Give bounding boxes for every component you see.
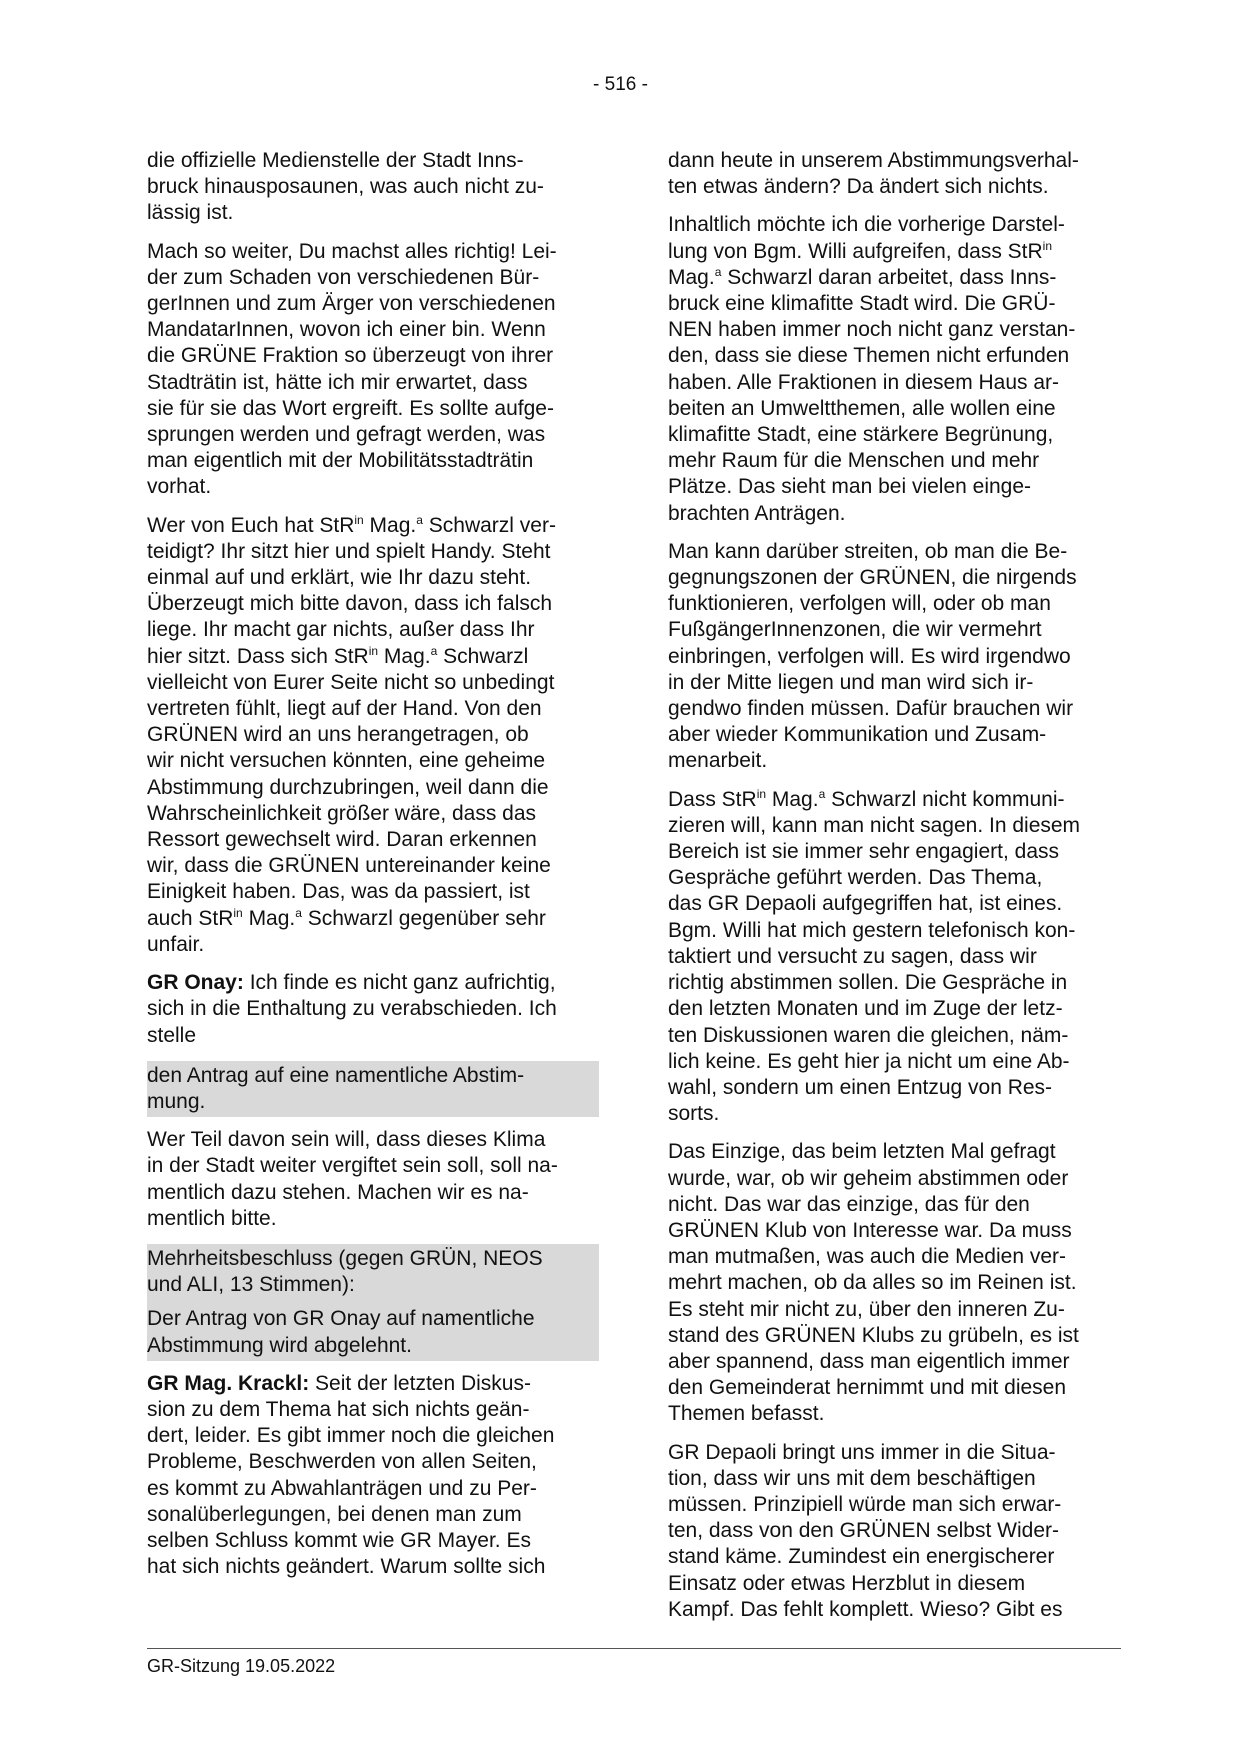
footer-divider	[147, 1648, 1121, 1649]
text-line: Überzeugt mich bitte davon, dass ich falsch	[147, 592, 553, 616]
text-line: Probleme, Beschwerden von allen Seiten,	[147, 1450, 537, 1474]
text-line: beiten an Umweltthemen, alle wollen eine	[668, 396, 1056, 420]
text-line: lich keine. Es geht hier ja nicht um eine Ab-	[668, 1049, 1070, 1073]
speaker-paragraph	[147, 1371, 599, 1581]
text-line: auch StR$^{in}$ Mag.$^a$ Schwarzl gegenüber sehr	[147, 905, 546, 930]
text-line: mentlich bitte.	[147, 1206, 277, 1230]
text-line: lässig ist.	[147, 201, 234, 225]
text-line: Wer Teil davon sein will, dass dieses Klima	[147, 1128, 546, 1152]
text-line: Gespräche geführt werden. Das Thema,	[668, 866, 1043, 890]
text-line: vertreten fühlt, liegt auf der Hand. Von den	[147, 697, 542, 721]
text-line: klimafitte Stadt, eine stärkere Begrünung,	[668, 423, 1054, 447]
text-line: gendwo finden müssen. Dafür brauchen wir	[668, 697, 1074, 721]
paragraph	[668, 539, 1123, 775]
text-line: sonalüberlegungen, bei denen man zum	[147, 1502, 522, 1526]
text-line: teidigt? Ihr sitzt hier und spielt Handy. Steht	[147, 539, 551, 563]
text-line: mentlich dazu stehen. Machen wir es na-	[147, 1180, 529, 1204]
paragraph	[668, 1139, 1123, 1427]
text-line: bruck eine klimafitte Stadt wird. Die GRÜ-	[668, 292, 1056, 316]
text-line: den Antrag auf eine namentliche Abstim-	[147, 1063, 525, 1087]
paragraph	[668, 148, 1123, 200]
text-line: funktionieren, verfolgen will, oder ob man	[668, 592, 1051, 616]
text-line: unfair.	[147, 932, 205, 956]
text-line: einbringen, verfolgen will. Es wird irgendwo	[668, 644, 1071, 668]
text-line: Mehrheitsbeschluss (gegen GRÜN, NEOS	[147, 1246, 543, 1270]
text-line: Ressort gewechselt wird. Daran erkennen	[147, 828, 537, 852]
text-line: Abstimmung durchzubringen, weil dann die	[147, 775, 549, 799]
page-number: - 516 -	[593, 74, 648, 95]
text-line: NEN haben immer noch nicht ganz verstan-	[668, 318, 1076, 342]
text-line: stand des GRÜNEN Klubs zu grübeln, es ist	[668, 1323, 1079, 1347]
text-line: man mutmaßen, was auch die Medien ver-	[668, 1245, 1067, 1269]
text-line: Dass StR$^{in}$ Mag.$^a$ Schwarzl nicht kommuni-	[668, 786, 1065, 811]
text-line: Wahrscheinlichkeit größer wäre, dass das	[147, 801, 537, 825]
text-line: aber wieder Kommunikation und Zusam-	[668, 723, 1047, 747]
text-line: Das Einzige, das beim letzten Mal gefragt	[668, 1140, 1056, 1164]
left-column	[147, 148, 599, 1592]
paragraph	[147, 513, 599, 958]
text-line: nicht. Das war das einzige, das für den	[668, 1192, 1030, 1216]
text-line: einmal auf und erklärt, wie Ihr dazu steht.	[147, 566, 532, 590]
text-line: Bereich ist sie immer sehr engagiert, dass	[668, 840, 1059, 864]
text-line: wahl, sondern um einen Entzug von Res-	[668, 1075, 1053, 1099]
text-line: ten, dass von den GRÜNEN selbst Wider-	[668, 1519, 1059, 1543]
text-line: mehr Raum für die Menschen und mehr	[668, 449, 1040, 473]
text-line: brachten Anträgen.	[668, 501, 846, 525]
text-line: Plätze. Das sieht man bei vielen einge-	[668, 475, 1032, 499]
text-line: ten etwas ändern? Da ändert sich nichts.	[668, 175, 1049, 199]
text-line: zieren will, kann man nicht sagen. In diesem	[668, 813, 1081, 837]
text-line: Inhaltlich möchte ich die vorherige Darstel-	[668, 213, 1065, 237]
text-line: Abstimmung wird abgelehnt.	[147, 1333, 412, 1357]
text-line: ten Diskussionen waren die gleichen, näm-	[668, 1023, 1069, 1047]
speaker-name: GR Mag. Krackl:	[147, 1371, 310, 1395]
text-line: wir, dass die GRÜNEN untereinander keine	[147, 854, 551, 878]
text-line: Wer von Euch hat StR$^{in}$ Mag.$^a$ Schwarzl ver-	[147, 512, 556, 537]
paragraph	[147, 1127, 599, 1232]
text-line: liege. Ihr macht gar nichts, außer dass Ihr	[147, 618, 535, 642]
paragraph	[147, 239, 599, 501]
text-line: es kommt zu Abwahlanträgen und zu Per-	[147, 1476, 537, 1500]
paragraph	[668, 1440, 1123, 1623]
text-line: gegnungszonen der GRÜNEN, die nirgends	[668, 566, 1077, 590]
text-line: aber spannend, dass man eigentlich immer	[668, 1349, 1070, 1373]
resolution-highlight	[147, 1244, 599, 1361]
text-line: GR Mag. Krackl: Seit der letzten Diskus-	[147, 1371, 531, 1395]
text-line: in der Mitte liegen und man wird sich ir-	[668, 670, 1034, 694]
text-line: Themen befasst.	[668, 1402, 825, 1426]
text-line: vorhat.	[147, 475, 212, 499]
text-line: man eigentlich mit der Mobilitätsstadträtin	[147, 449, 534, 473]
text-line: Kampf. Das fehlt komplett. Wieso? Gibt es	[668, 1597, 1063, 1621]
motion-highlight	[147, 1061, 599, 1117]
text-line: Man kann darüber streiten, ob man die Be-	[668, 539, 1068, 563]
text-line: mehrt machen, ob da alles so im Reinen ist.	[668, 1271, 1077, 1295]
text-line: den letzten Monaten und im Zuge der letz-	[668, 997, 1063, 1021]
text-line: vielleicht von Eurer Seite nicht so unbedingt	[147, 670, 555, 694]
text-line: und ALI, 13 Stimmen):	[147, 1273, 355, 1297]
text-line: hat sich nichts geändert. Warum sollte sich	[147, 1555, 546, 1579]
text-line: sorts.	[668, 1102, 720, 1126]
right-column	[668, 148, 1123, 1635]
text-line: GR Depaoli bringt uns immer in die Situa-	[668, 1440, 1056, 1464]
text-line: bruck hinausposaunen, was auch nicht zu-	[147, 175, 544, 199]
text-line: Mag.$^a$ Schwarzl daran arbeitet, dass Inns-	[668, 264, 1057, 289]
resolution-result	[147, 1246, 599, 1298]
text-line: Mach so weiter, Du machst alles richtig! Lei-	[147, 239, 557, 263]
text-line: tion, dass wir uns mit dem beschäftigen	[668, 1466, 1036, 1490]
text-line: Es steht mir nicht zu, über den inneren Zu-	[668, 1297, 1065, 1321]
text-line: sich in die Enthaltung zu verabschieden. Ich	[147, 997, 557, 1021]
text-line: müssen. Prinzipiell würde man sich erwar-	[668, 1492, 1062, 1516]
text-line: Der Antrag von GR Onay auf namentliche	[147, 1307, 535, 1331]
text-line: mung.	[147, 1089, 206, 1113]
text-line: selben Schluss kommt wie GR Mayer. Es	[147, 1528, 531, 1552]
text-line: gerInnen und zum Ärger von verschiedenen	[147, 292, 556, 316]
text-line: Stadträtin ist, hätte ich mir erwartet, dass	[147, 370, 528, 394]
text-line: stand käme. Zumindest ein energischerer	[668, 1545, 1055, 1569]
text-line: die GRÜNE Fraktion so überzeugt von ihrer	[147, 344, 554, 368]
text-line: in der Stadt weiter vergiftet sein soll, soll na-	[147, 1154, 558, 1178]
text-line: stelle	[147, 1023, 197, 1047]
text-line: haben. Alle Fraktionen in diesem Haus ar-	[668, 370, 1060, 394]
text-line: wurde, war, ob wir geheim abstimmen oder	[668, 1166, 1069, 1190]
text-line: GRÜNEN Klub von Interesse war. Da muss	[668, 1218, 1072, 1242]
paragraph	[668, 787, 1123, 1128]
text-line: sprungen werden und gefragt werden, was	[147, 423, 546, 447]
text-line: dann heute in unserem Abstimmungsverhal-	[668, 149, 1079, 172]
text-line: lung von Bgm. Willi aufgreifen, dass StR$^{in}$	[668, 238, 1053, 263]
text-line: GRÜNEN wird an uns herangetragen, ob	[147, 723, 529, 747]
text-line: FußgängerInnenzonen, die wir vermehrt	[668, 618, 1042, 642]
footer-session-date: GR-Sitzung 19.05.2022	[147, 1656, 336, 1676]
text-line: hier sitzt. Dass sich StR$^{in}$ Mag.$^a$ Schwarzl	[147, 643, 529, 668]
text-line: das GR Depaoli aufgegriffen hat, ist eines.	[668, 892, 1063, 916]
paragraph	[147, 148, 599, 227]
text-line: sie für sie das Wort ergreift. Es sollte aufge-	[147, 396, 554, 420]
text-line: Einigkeit haben. Das, was da passiert, ist	[147, 880, 530, 904]
text-line: richtig abstimmen sollen. Die Gespräche in	[668, 971, 1068, 995]
text-line: der zum Schaden von verschiedenen Bür-	[147, 265, 540, 289]
text-line: Bgm. Willi hat mich gestern telefonisch kon-	[668, 918, 1076, 942]
text-line: den, dass sie diese Themen nicht erfunden	[668, 344, 1070, 368]
text-line: wir nicht versuchen könnten, eine geheime	[147, 749, 546, 773]
text-line: GR Onay: Ich finde es nicht ganz aufrichtig,	[147, 971, 556, 995]
text-line: den Gemeinderat hernimmt und mit diesen	[668, 1376, 1067, 1400]
text-line: dert, leider. Es gibt immer noch die gleichen	[147, 1424, 555, 1448]
text-line: sion zu dem Thema hat sich nichts geän-	[147, 1397, 530, 1421]
speaker-name: GR Onay:	[147, 971, 244, 995]
paragraph	[668, 212, 1123, 526]
resolution-text	[147, 1306, 599, 1358]
text-line: menarbeit.	[668, 749, 768, 773]
text-line: MandatarInnen, wovon ich einer bin. Wenn	[147, 318, 546, 342]
text-line: taktiert und versucht zu sagen, dass wir	[668, 944, 1037, 968]
speaker-paragraph	[147, 970, 599, 1049]
text-line: die offizielle Medienstelle der Stadt Inns-	[147, 149, 524, 172]
text-line: Einsatz oder etwas Herzblut in diesem	[668, 1571, 1026, 1595]
